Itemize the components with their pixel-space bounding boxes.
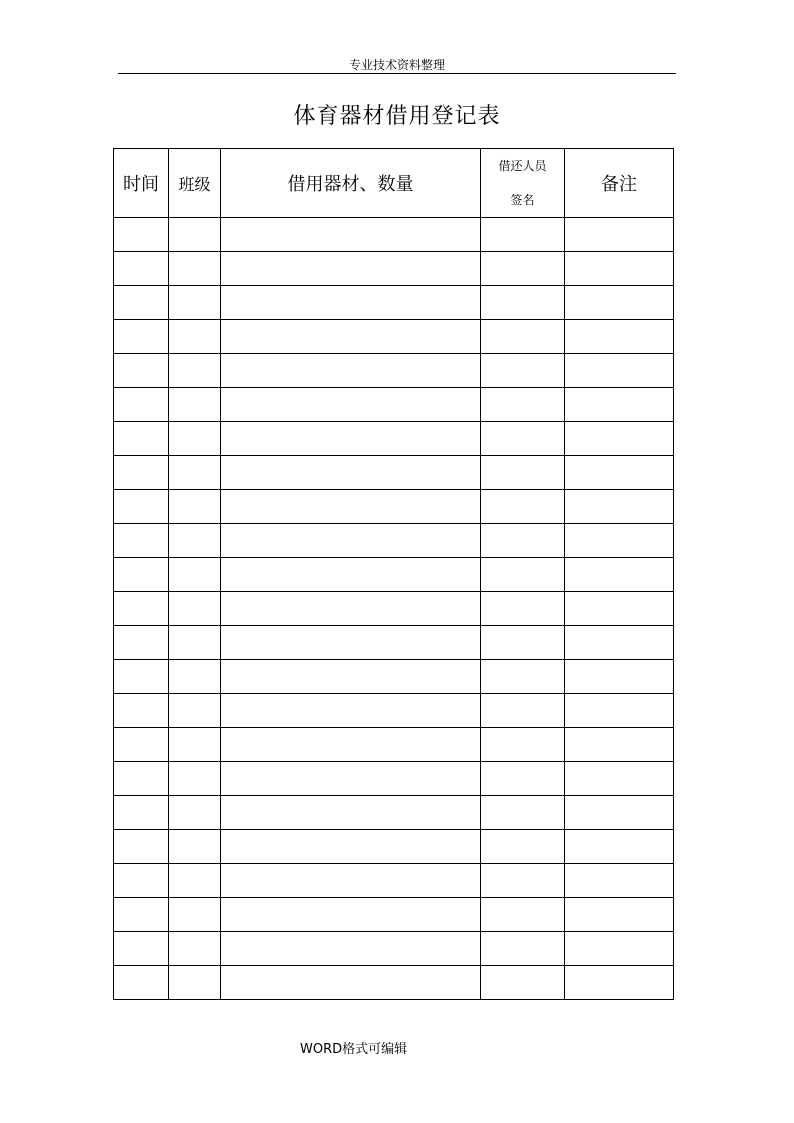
cell-class[interactable]: [169, 320, 221, 354]
column-header-class: 班级: [169, 149, 221, 218]
cell-remarks[interactable]: [565, 898, 674, 932]
cell-signer[interactable]: [481, 490, 565, 524]
table-row: [114, 830, 674, 864]
cell-signer[interactable]: [481, 966, 565, 1000]
cell-time[interactable]: [114, 898, 169, 932]
cell-equipment[interactable]: [221, 966, 481, 1000]
cell-class[interactable]: [169, 728, 221, 762]
cell-remarks[interactable]: [565, 592, 674, 626]
cell-equipment[interactable]: [221, 252, 481, 286]
header-divider: [118, 73, 676, 74]
cell-equipment[interactable]: [221, 286, 481, 320]
cell-time[interactable]: [114, 320, 169, 354]
cell-signer[interactable]: [481, 626, 565, 660]
cell-signer[interactable]: [481, 898, 565, 932]
cell-equipment[interactable]: [221, 864, 481, 898]
table-row: [114, 592, 674, 626]
cell-signer[interactable]: [481, 660, 565, 694]
cell-time[interactable]: [114, 524, 169, 558]
cell-equipment[interactable]: [221, 932, 481, 966]
cell-signer[interactable]: [481, 388, 565, 422]
cell-equipment[interactable]: [221, 524, 481, 558]
cell-remarks[interactable]: [565, 626, 674, 660]
cell-class[interactable]: [169, 660, 221, 694]
cell-remarks[interactable]: [565, 864, 674, 898]
table-row: [114, 218, 674, 252]
cell-signer[interactable]: [481, 252, 565, 286]
cell-signer[interactable]: [481, 320, 565, 354]
cell-remarks[interactable]: [565, 286, 674, 320]
cell-equipment[interactable]: [221, 558, 481, 592]
cell-class[interactable]: [169, 524, 221, 558]
cell-signer[interactable]: [481, 796, 565, 830]
table-row: [114, 728, 674, 762]
cell-class[interactable]: [169, 626, 221, 660]
cell-remarks[interactable]: [565, 524, 674, 558]
cell-class[interactable]: [169, 762, 221, 796]
cell-signer[interactable]: [481, 762, 565, 796]
cell-remarks[interactable]: [565, 796, 674, 830]
cell-remarks[interactable]: [565, 422, 674, 456]
cell-equipment[interactable]: [221, 626, 481, 660]
cell-remarks[interactable]: [565, 320, 674, 354]
cell-time[interactable]: [114, 490, 169, 524]
equipment-register-table: [113, 148, 674, 1000]
cell-equipment[interactable]: [221, 694, 481, 728]
table-row: [114, 388, 674, 422]
cell-time[interactable]: [114, 592, 169, 626]
table-row: [114, 252, 674, 286]
cell-time[interactable]: [114, 830, 169, 864]
cell-equipment[interactable]: [221, 830, 481, 864]
table-row: [114, 456, 674, 490]
cell-signer[interactable]: [481, 456, 565, 490]
cell-signer[interactable]: [481, 864, 565, 898]
cell-time[interactable]: [114, 422, 169, 456]
cell-class[interactable]: [169, 830, 221, 864]
cell-signer[interactable]: [481, 354, 565, 388]
cell-signer[interactable]: [481, 728, 565, 762]
table-row: [114, 898, 674, 932]
cell-class[interactable]: [169, 932, 221, 966]
cell-time[interactable]: [114, 864, 169, 898]
cell-signer[interactable]: [481, 592, 565, 626]
cell-class[interactable]: [169, 354, 221, 388]
cell-remarks[interactable]: [565, 490, 674, 524]
cell-class[interactable]: [169, 388, 221, 422]
table-row: [114, 660, 674, 694]
document-title: 体育器材借用登记表: [293, 104, 501, 129]
table-row: [114, 966, 674, 1000]
cell-remarks[interactable]: [565, 830, 674, 864]
table-row: [114, 694, 674, 728]
cell-class[interactable]: [169, 218, 221, 252]
cell-signer[interactable]: [481, 694, 565, 728]
column-header-remarks: 备注: [565, 149, 674, 218]
cell-time[interactable]: [114, 354, 169, 388]
cell-class[interactable]: [169, 490, 221, 524]
cell-remarks[interactable]: [565, 660, 674, 694]
cell-remarks[interactable]: [565, 762, 674, 796]
cell-time[interactable]: [114, 252, 169, 286]
cell-time[interactable]: [114, 626, 169, 660]
table-row: [114, 626, 674, 660]
column-header-signer-line1: 借还人员: [498, 159, 547, 173]
cell-equipment[interactable]: [221, 218, 481, 252]
cell-time[interactable]: [114, 762, 169, 796]
table-row: [114, 422, 674, 456]
page-footer: WORD格式可编辑: [300, 1042, 408, 1057]
cell-signer[interactable]: [481, 286, 565, 320]
cell-signer[interactable]: [481, 558, 565, 592]
table-row: [114, 524, 674, 558]
cell-class[interactable]: [169, 558, 221, 592]
column-header-signer: [481, 149, 565, 218]
cell-time[interactable]: [114, 966, 169, 1000]
cell-time[interactable]: [114, 388, 169, 422]
table-row: [114, 558, 674, 592]
column-header-time: 时间: [114, 149, 169, 218]
cell-equipment[interactable]: [221, 456, 481, 490]
cell-class[interactable]: [169, 456, 221, 490]
cell-equipment[interactable]: [221, 728, 481, 762]
cell-class[interactable]: [169, 966, 221, 1000]
table-row: [114, 320, 674, 354]
cell-class[interactable]: [169, 286, 221, 320]
table-row: [114, 762, 674, 796]
table-row: [114, 932, 674, 966]
cell-remarks[interactable]: [565, 694, 674, 728]
cell-time[interactable]: [114, 456, 169, 490]
table-row: [114, 286, 674, 320]
table-row: [114, 490, 674, 524]
cell-remarks[interactable]: [565, 966, 674, 1000]
cell-equipment[interactable]: [221, 388, 481, 422]
cell-time[interactable]: [114, 286, 169, 320]
cell-class[interactable]: [169, 898, 221, 932]
cell-class[interactable]: [169, 796, 221, 830]
cell-remarks[interactable]: [565, 354, 674, 388]
cell-equipment[interactable]: [221, 422, 481, 456]
table-body: [114, 218, 674, 1000]
cell-equipment[interactable]: [221, 490, 481, 524]
cell-remarks[interactable]: [565, 728, 674, 762]
cell-equipment[interactable]: [221, 898, 481, 932]
cell-remarks[interactable]: [565, 388, 674, 422]
cell-time[interactable]: [114, 728, 169, 762]
cell-signer[interactable]: [481, 218, 565, 252]
table-header-row: [114, 149, 674, 218]
cell-remarks[interactable]: [565, 252, 674, 286]
cell-equipment[interactable]: [221, 660, 481, 694]
cell-signer[interactable]: [481, 524, 565, 558]
cell-class[interactable]: [169, 864, 221, 898]
cell-time[interactable]: [114, 660, 169, 694]
cell-class[interactable]: [169, 252, 221, 286]
cell-equipment[interactable]: [221, 796, 481, 830]
cell-signer[interactable]: [481, 932, 565, 966]
cell-time[interactable]: [114, 558, 169, 592]
cell-equipment[interactable]: [221, 592, 481, 626]
cell-time[interactable]: [114, 218, 169, 252]
cell-signer[interactable]: [481, 422, 565, 456]
table-row: [114, 354, 674, 388]
table-row: [114, 864, 674, 898]
column-header-equipment: 借用器材、数量: [221, 149, 481, 218]
cell-signer[interactable]: [481, 830, 565, 864]
cell-equipment[interactable]: [221, 762, 481, 796]
cell-remarks[interactable]: [565, 456, 674, 490]
page-header: 专业技术资料整理: [348, 58, 445, 72]
cell-class[interactable]: [169, 422, 221, 456]
cell-equipment[interactable]: [221, 354, 481, 388]
cell-remarks[interactable]: [565, 218, 674, 252]
cell-time[interactable]: [114, 796, 169, 830]
cell-remarks[interactable]: [565, 558, 674, 592]
cell-class[interactable]: [169, 694, 221, 728]
cell-class[interactable]: [169, 592, 221, 626]
cell-remarks[interactable]: [565, 932, 674, 966]
table-row: [114, 796, 674, 830]
cell-time[interactable]: [114, 694, 169, 728]
column-header-signer-line2: 签名: [510, 193, 535, 207]
cell-time[interactable]: [114, 932, 169, 966]
cell-equipment[interactable]: [221, 320, 481, 354]
